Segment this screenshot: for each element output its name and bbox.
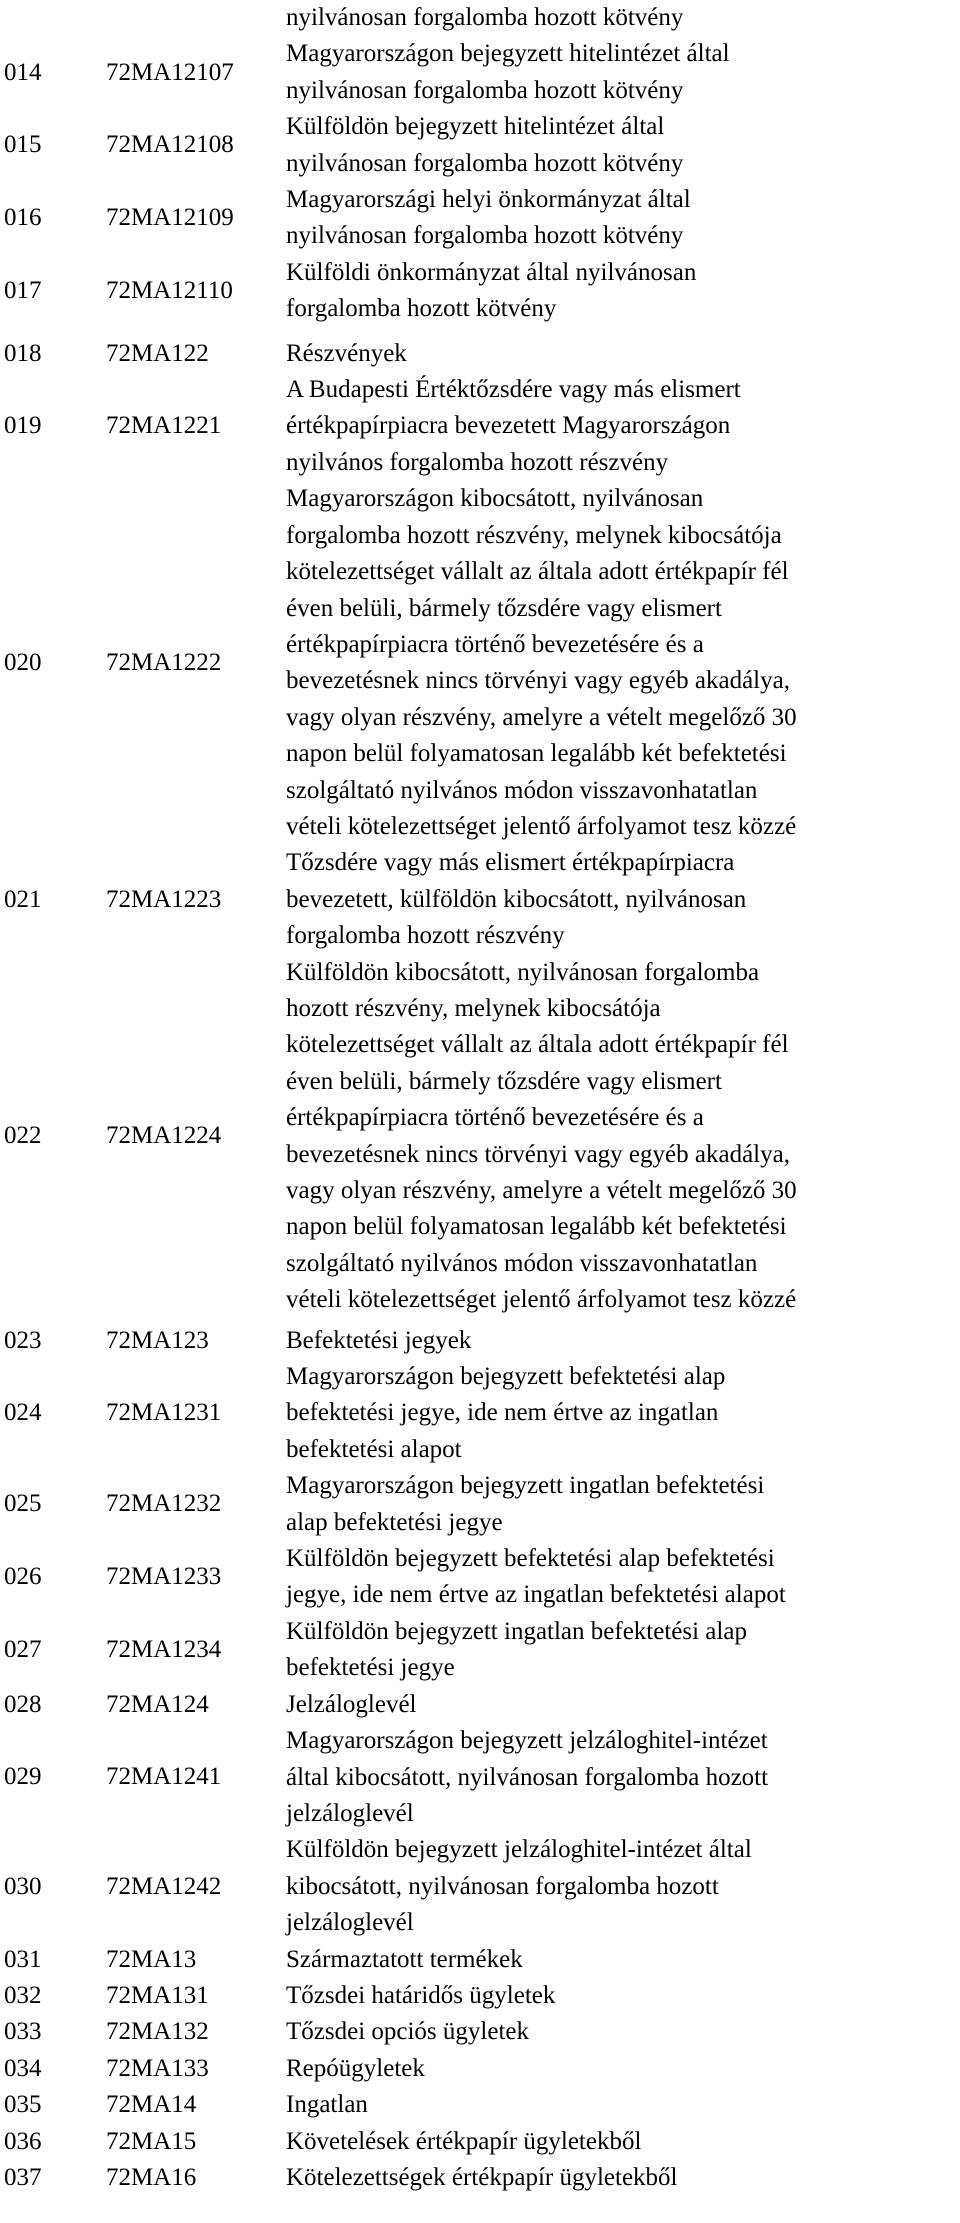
row-code: 72MA1222 bbox=[106, 649, 222, 677]
table-row bbox=[0, 255, 960, 328]
table-row bbox=[0, 481, 960, 845]
row-number: 035 bbox=[4, 2091, 42, 2119]
row-code: 72MA131 bbox=[106, 1981, 209, 2009]
row-description: nyilvánosan forgalomba hozott kötvény bbox=[286, 4, 684, 31]
table-row bbox=[0, 1359, 960, 1468]
table-row bbox=[0, 1323, 960, 1359]
row-code: 72MA1224 bbox=[106, 1122, 222, 1150]
row-description: Kötelezettségek értékpapír ügyletekből bbox=[286, 2163, 678, 2191]
row-number: 014 bbox=[4, 58, 42, 86]
row-code: 72MA13 bbox=[106, 1945, 197, 1973]
row-code: 72MA123 bbox=[106, 1326, 209, 1354]
table-row bbox=[0, 109, 960, 182]
row-number: 023 bbox=[4, 1326, 42, 1354]
row-description: Ingatlan bbox=[286, 2091, 368, 2119]
row-code: 72MA1232 bbox=[106, 1490, 222, 1518]
row-code: 72MA124 bbox=[106, 1690, 209, 1718]
row-number: 017 bbox=[4, 277, 42, 305]
row-description: Magyarországon kibocsátott, nyilvánosan forgalomba hozott részvény, melynek kibocsátója kötelezettséget vállalt az általa adott értékpapír fél éven belüli, bármely tőzsdére vagy elismert értékpapírpiacra történő bevezetésére és a bevezetésnek nincs törvényi vagy egyéb akadálya, vagy olyan részvény, amelyre a vételt megelőző 30 napon belül folyamatosan legalább két befektetési szolgáltató nyilvános módon visszavonhatatlan vételi kötelezettséget jelentő árfolyamot tesz közzé bbox=[286, 485, 797, 840]
row-number: 020 bbox=[4, 649, 42, 677]
table-row bbox=[0, 336, 960, 372]
table-row bbox=[0, 1468, 960, 1541]
row-code: 72MA12108 bbox=[106, 131, 234, 159]
row-description: Repóügyletek bbox=[286, 2054, 425, 2082]
row-description: Magyarországon bejegyzett hitelintézet által nyilvánosan forgalomba hozott kötvény bbox=[286, 40, 730, 104]
row-description: Tőzsdei opciós ügyletek bbox=[286, 2018, 529, 2046]
row-code: 72MA1234 bbox=[106, 1636, 222, 1664]
row-number: 024 bbox=[4, 1399, 42, 1427]
table-row bbox=[0, 2087, 960, 2123]
row-description: Tőzsdére vagy más elismert értékpapírpiacra bevezetett, külföldön kibocsátott, nyilvánosan forgalomba hozott részvény bbox=[286, 849, 747, 950]
row-description: Magyarországon bejegyzett jelzáloghitel-intézet által kibocsátott, nyilvánosan forgalomba hozott jelzáloglevél bbox=[286, 1727, 769, 1827]
row-number: 031 bbox=[4, 1945, 42, 1973]
row-description: Befektetési jegyek bbox=[286, 1326, 472, 1354]
row-number: 028 bbox=[4, 1690, 42, 1718]
row-description: Külföldön bejegyzett hitelintézet által nyilvánosan forgalomba hozott kötvény bbox=[286, 113, 684, 177]
row-number: 029 bbox=[4, 1763, 42, 1791]
row-number: 037 bbox=[4, 2163, 42, 2191]
table-row bbox=[0, 36, 960, 109]
row-code: 72MA12107 bbox=[106, 58, 234, 86]
row-code: 72MA1231 bbox=[106, 1399, 222, 1427]
row-number: 033 bbox=[4, 2018, 42, 2046]
row-number: 032 bbox=[4, 1981, 42, 2009]
row-code: 72MA1233 bbox=[106, 1563, 222, 1591]
row-description: Magyarországi helyi önkormányzat által nyilvánosan forgalomba hozott kötvény bbox=[286, 186, 691, 250]
row-number: 030 bbox=[4, 1872, 42, 1900]
row-code: 72MA133 bbox=[106, 2054, 209, 2082]
row-number: 036 bbox=[4, 2127, 42, 2155]
row-code: 72MA12110 bbox=[106, 277, 233, 305]
row-number: 026 bbox=[4, 1563, 42, 1591]
row-number: 016 bbox=[4, 204, 42, 232]
row-code: 72MA1221 bbox=[106, 412, 222, 440]
table-row bbox=[0, 1614, 960, 1687]
row-description: Tőzsdei határidős ügyletek bbox=[286, 1981, 556, 2009]
table-row bbox=[0, 1978, 960, 2014]
row-description: Külföldön bejegyzett ingatlan befektetési alap befektetési jegye bbox=[286, 1617, 747, 1682]
row-code: 72MA16 bbox=[106, 2163, 197, 2191]
table-row bbox=[0, 372, 960, 481]
row-code: 72MA12109 bbox=[106, 204, 234, 232]
row-code: 72MA1223 bbox=[106, 885, 222, 913]
row-description: Részvények bbox=[286, 339, 407, 367]
table-row bbox=[0, 1832, 960, 1941]
table-row bbox=[0, 1687, 960, 1723]
table-row bbox=[0, 1942, 960, 1978]
row-description: Származtatott termékek bbox=[286, 1945, 523, 1973]
row-code: 72MA15 bbox=[106, 2127, 197, 2155]
table-row bbox=[0, 2051, 960, 2087]
row-description: A Budapesti Értéktőzsdére vagy más elismert értékpapírpiacra bevezetett Magyarországon nyilvános forgalomba hozott részvény bbox=[286, 376, 741, 476]
table-row bbox=[0, 2124, 960, 2160]
row-description: Külföldön kibocsátott, nyilvánosan forgalomba hozott részvény, melynek kibocsátója kötelezettséget vállalt az általa adott értékpapír fél éven belüli, bármely tőzsdére vagy elismert értékpapírpiacra történő bevezetésére és a bevezetésnek nincs törvényi vagy egyéb akadálya, vagy olyan részvény, amelyre a vételt megelőző 30 napon belül folyamatosan legalább két befektetési szolgáltató nyilvános módon visszavonhatatlan vételi kötelezettséget jelentő árfolyamot tesz közzé bbox=[286, 958, 797, 1314]
row-description: Külföldön bejegyzett befektetési alap befektetési jegye, ide nem értve az ingatlan befektetési alapot bbox=[286, 1545, 786, 1609]
row-code: 72MA122 bbox=[106, 339, 209, 367]
row-code: 72MA1241 bbox=[106, 1763, 222, 1791]
table-row bbox=[0, 1541, 960, 1614]
row-number: 034 bbox=[4, 2054, 42, 2082]
row-description: Jelzáloglevél bbox=[286, 1690, 417, 1718]
table-row bbox=[0, 2014, 960, 2050]
table-row bbox=[0, 1723, 960, 1832]
row-code: 72MA132 bbox=[106, 2018, 209, 2046]
table-row bbox=[0, 845, 960, 954]
table-row bbox=[0, 0, 960, 36]
row-number: 019 bbox=[4, 412, 42, 440]
row-number: 018 bbox=[4, 339, 42, 367]
row-code: 72MA1242 bbox=[106, 1872, 222, 1900]
row-description: Külföldi önkormányzat által nyilvánosan forgalomba hozott kötvény bbox=[286, 258, 697, 323]
table-row bbox=[0, 2160, 960, 2196]
row-number: 027 bbox=[4, 1636, 42, 1664]
table-row bbox=[0, 182, 960, 255]
table-row bbox=[0, 955, 960, 1319]
row-description: Magyarországon bejegyzett befektetési alap befektetési jegye, ide nem értve az ingatlan befektetési alapot bbox=[286, 1363, 726, 1463]
row-number: 015 bbox=[4, 131, 42, 159]
row-code: 72MA14 bbox=[106, 2091, 197, 2119]
row-number: 022 bbox=[4, 1122, 42, 1150]
row-description: Magyarországon bejegyzett ingatlan befektetési alap befektetési jegye bbox=[286, 1472, 765, 1536]
row-number: 021 bbox=[4, 885, 42, 913]
row-number: 025 bbox=[4, 1490, 42, 1518]
row-description: Külföldön bejegyzett jelzáloghitel-intézet által kibocsátott, nyilvánosan forgalomba hozott jelzáloglevél bbox=[286, 1836, 752, 1937]
row-description: Követelések értékpapír ügyletekből bbox=[286, 2127, 642, 2155]
